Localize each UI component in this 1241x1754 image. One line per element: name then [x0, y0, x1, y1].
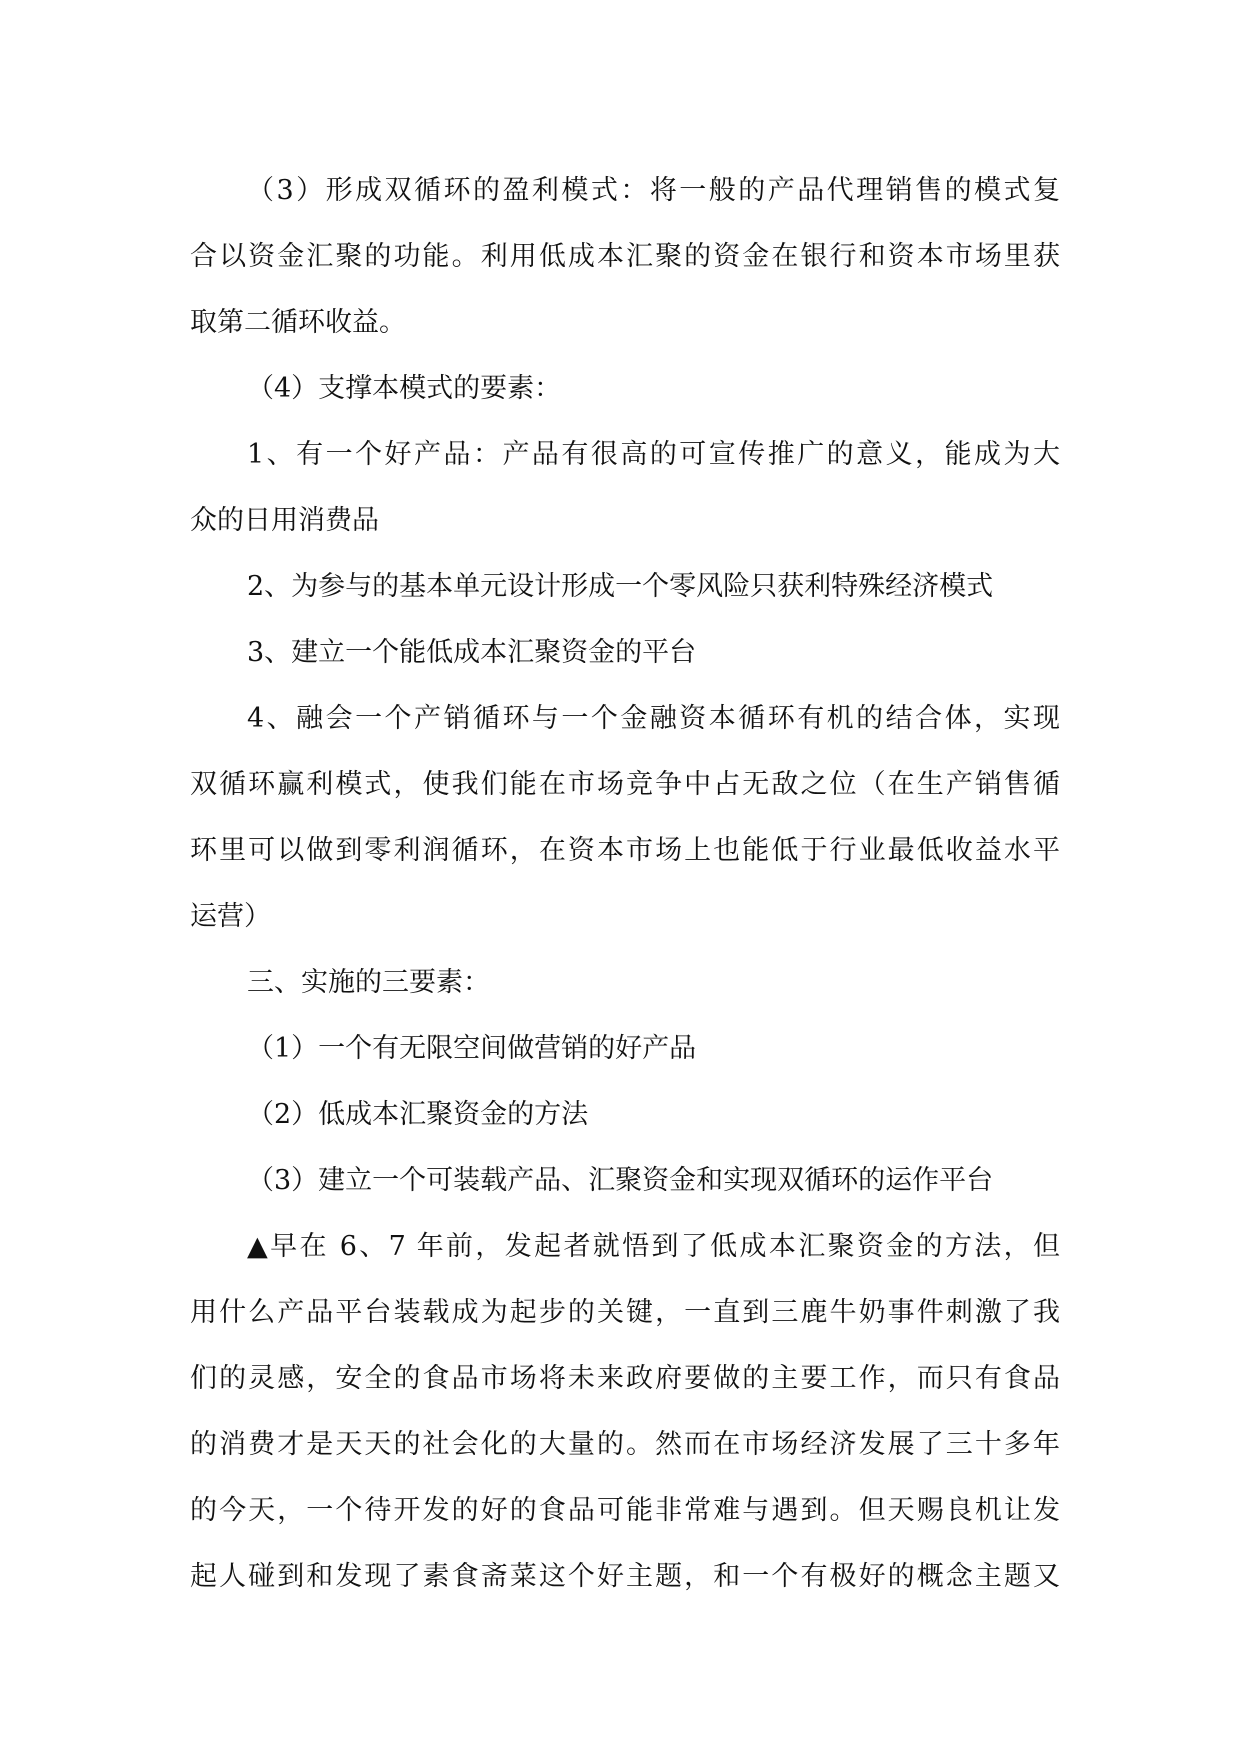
- list-item: （1）一个有无限空间做营销的好产品: [247, 1033, 697, 1064]
- document-body: [190, 158, 1060, 1610]
- section-heading: 三、实施的三要素：: [247, 967, 490, 998]
- paragraph-line: 合以资金汇聚的功能。利用低成本汇聚的资金在银行和资本市场里获: [190, 241, 1060, 272]
- paragraph-line: 环里可以做到零利润循环，在资本市场上也能低于行业最低收益水平: [190, 835, 1060, 866]
- paragraph-line: 的消费才是天天的社会化的大量的。然而在市场经济发展了三十多年: [190, 1429, 1060, 1460]
- list-item: （3）建立一个可装载产品、汇聚资金和实现双循环的运作平台: [247, 1165, 994, 1196]
- paragraph-line: 起人碰到和发现了素食斋菜这个好主题，和一个有极好的概念主题又: [190, 1561, 1060, 1592]
- paragraph-line: 众的日用消费品: [190, 505, 379, 536]
- paragraph-line: （4）支撑本模式的要素：: [247, 373, 562, 404]
- paragraph-line: 1、有一个好产品：产品有很高的可宣传推广的意义，能成为大: [247, 439, 1060, 470]
- paragraph-line: 双循环赢利模式，使我们能在市场竞争中占无敌之位（在生产销售循: [190, 769, 1060, 800]
- paragraph-line: 们的灵感，安全的食品市场将未来政府要做的主要工作，而只有食品: [190, 1363, 1060, 1394]
- paragraph-line: 4、融会一个产销循环与一个金融资本循环有机的结合体，实现: [247, 703, 1060, 734]
- paragraph-line: 2、为参与的基本单元设计形成一个零风险只获利特殊经济模式: [247, 571, 994, 602]
- paragraph-line: 取第二循环收益。: [190, 307, 406, 338]
- list-item: （2）低成本汇聚资金的方法: [247, 1099, 589, 1130]
- paragraph-line: 的今天，一个待开发的好的食品可能非常难与遇到。但天赐良机让发: [190, 1495, 1060, 1526]
- paragraph-line: 用什么产品平台装载成为起步的关键，一直到三鹿牛奶事件刺激了我: [190, 1297, 1060, 1328]
- paragraph-line: （3）形成双循环的盈利模式：将一般的产品代理销售的模式复: [247, 175, 1060, 206]
- paragraph-line: 3、建立一个能低成本汇聚资金的平台: [247, 637, 697, 668]
- paragraph-line: 运营）: [190, 901, 271, 932]
- paragraph-line: ▲早在 6、7 年前，发起者就悟到了低成本汇聚资金的方法，但: [247, 1231, 1060, 1262]
